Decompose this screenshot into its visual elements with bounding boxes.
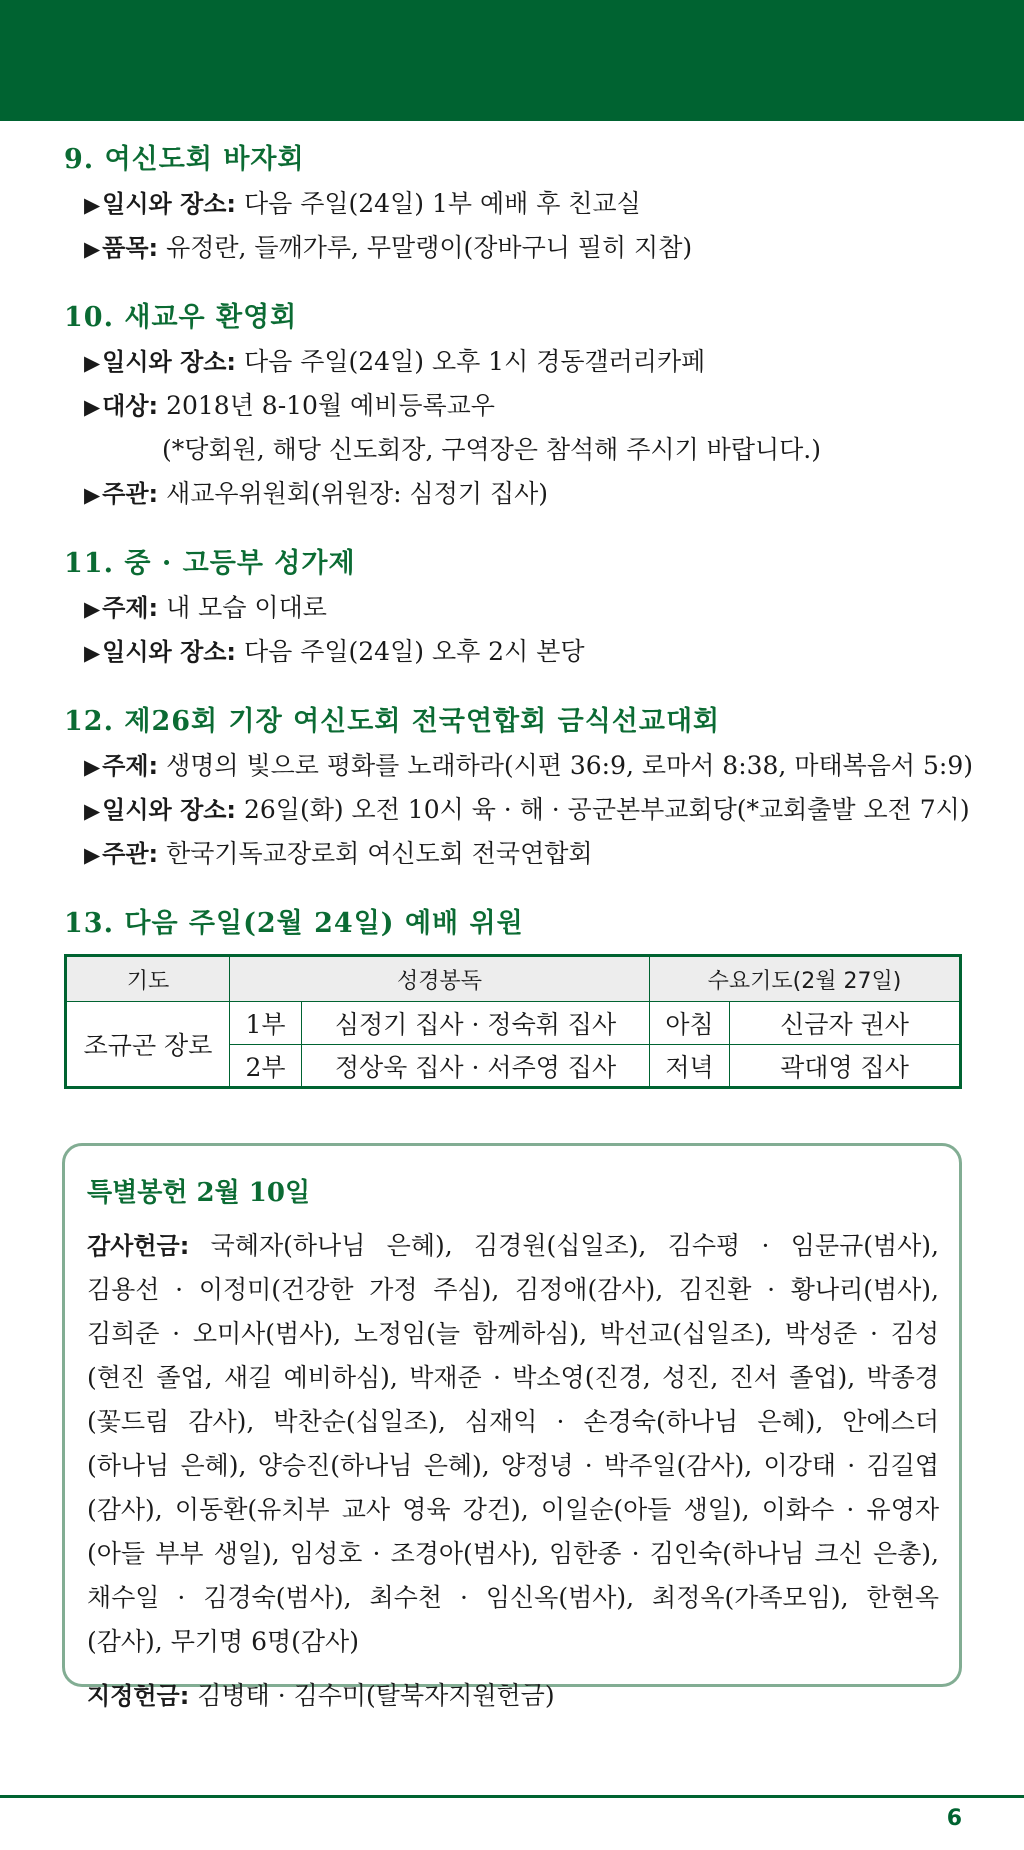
arrow-icon: ▶	[84, 351, 101, 375]
arrow-icon: ▶	[84, 843, 101, 867]
prayer-cell: 조규곤 장로	[66, 1002, 230, 1088]
section-choir	[64, 542, 964, 674]
section-fasting	[64, 700, 974, 876]
offering-title: 특별봉헌 2월 10일	[87, 1178, 311, 1208]
service-cell: 1부	[230, 1002, 302, 1045]
footer-rule	[0, 1795, 1024, 1798]
arrow-icon: ▶	[84, 193, 101, 217]
detail-line: ▶일시와 장소: 다음 주일(24일) 오후 2시 본당	[84, 637, 585, 666]
wednesday-cell: 신금자 권사	[730, 1002, 961, 1045]
section-title: 9. 여신도회 바자회	[64, 144, 305, 175]
reading-cell: 정상욱 집사 · 서주영 집사	[302, 1045, 650, 1088]
detail-line: ▶주관: 새교우위원회(위원장: 심정기 집사)	[84, 479, 548, 508]
arrow-icon: ▶	[84, 395, 101, 419]
time-cell: 아침	[650, 1002, 730, 1045]
arrow-icon: ▶	[84, 597, 101, 621]
time-cell: 저녁	[650, 1045, 730, 1088]
service-cell: 2부	[230, 1045, 302, 1088]
table-header-row	[66, 956, 961, 1002]
arrow-icon: ▶	[84, 237, 101, 261]
section-title: 12. 제26회 기장 여신도회 전국연합회 금식선교대회	[64, 706, 721, 737]
header-reading: 성경봉독	[230, 956, 650, 1002]
special-offering-box	[62, 1143, 962, 1710]
header-wednesday: 수요기도(2월 27일)	[650, 956, 961, 1002]
table-row	[66, 1002, 961, 1045]
detail-line: ▶주제: 내 모습 이대로	[84, 593, 327, 622]
arrow-icon: ▶	[84, 483, 101, 507]
section-title: 10. 새교우 환영회	[64, 302, 298, 333]
wednesday-cell: 곽대영 집사	[730, 1045, 961, 1088]
detail-line: ▶대상: 2018년 8-10월 예비등록교우	[84, 391, 495, 420]
designated-offering: 지정헌금: 김병태 · 김수미(탈북자지원헌금)	[87, 1681, 555, 1710]
detail-line: ▶품목: 유정란, 들깨가루, 무말랭이(장바구니 필히 지참)	[84, 233, 693, 262]
arrow-icon: ▶	[84, 641, 101, 665]
arrow-icon: ▶	[84, 755, 101, 779]
section-bazaar	[64, 138, 964, 270]
detail-line: ▶주제: 생명의 빛으로 평화를 노래하라(시편 36:9, 로마서 8:38, 마태복음서 5:9)	[84, 751, 974, 780]
detail-line: ▶주관: 한국기독교장로회 여신도회 전국연합회	[84, 839, 593, 868]
page-number: 6	[946, 1806, 962, 1831]
detail-line: ▶일시와 장소: 26일(화) 오전 10시 육 · 해 · 공군본부교회당(*교회출발 오전 7시)	[84, 795, 970, 824]
arrow-icon: ▶	[84, 799, 101, 823]
header-prayer: 기도	[66, 956, 230, 1002]
bulletin-content	[64, 138, 974, 1115]
section-title: 13. 다음 주일(2월 24일) 예배 위원	[64, 908, 524, 939]
worship-schedule-table	[64, 954, 962, 1089]
thanks-offering: 감사헌금: 국혜자(하나님 은혜), 김경원(십일조), 김수평 · 임문규(범사), 김용선 · 이정미(건강한 가정 주심), 김정애(감사), 김진환 · 황나리(범사), 김희준 · 오미사(범사), 노정임(늘 함께하심), 박선교(십일조), 박성준 · 김성(현진 졸업, 새길 예비하심), 박재준 · 박소영(진경, 성진, 진서 졸업), 박종경(꽃드림 감사), 박찬순(십일조), 심재익 · 손경숙(하나님 은혜), 안에스더(하나님 은혜), 양승진(하나님 은혜), 양정녕 · 박주일(감사), 이강태 · 김길엽(감사), 이동환(유치부 교사 영육 강건), 이일순(아들 생일), 이화수 · 유영자(아들 부부 생일), 임성호 · 조경아(범사), 임한종 · 김인숙(하나님 크신 은총), 채수일 · 김경숙(범사), 최수천 · 임신옥(범사), 최정옥(가족모임), 한현옥(감사), 무기명 6명(감사)	[87, 1231, 939, 1656]
detail-line: ▶일시와 장소: 다음 주일(24일) 1부 예배 후 친교실	[84, 189, 641, 218]
detail-line: ▶일시와 장소: 다음 주일(24일) 오후 1시 경동갤러리카페	[84, 347, 706, 376]
detail-note: (*당회원, 해당 신도회장, 구역장은 참석해 주시기 바랍니다.)	[162, 435, 821, 464]
section-welcome	[64, 296, 964, 516]
section-worship-committee	[64, 902, 964, 1089]
reading-cell: 심정기 집사 · 정숙휘 집사	[302, 1002, 650, 1045]
header-band	[0, 0, 1024, 121]
section-title: 11. 중 · 고등부 성가제	[64, 548, 356, 579]
